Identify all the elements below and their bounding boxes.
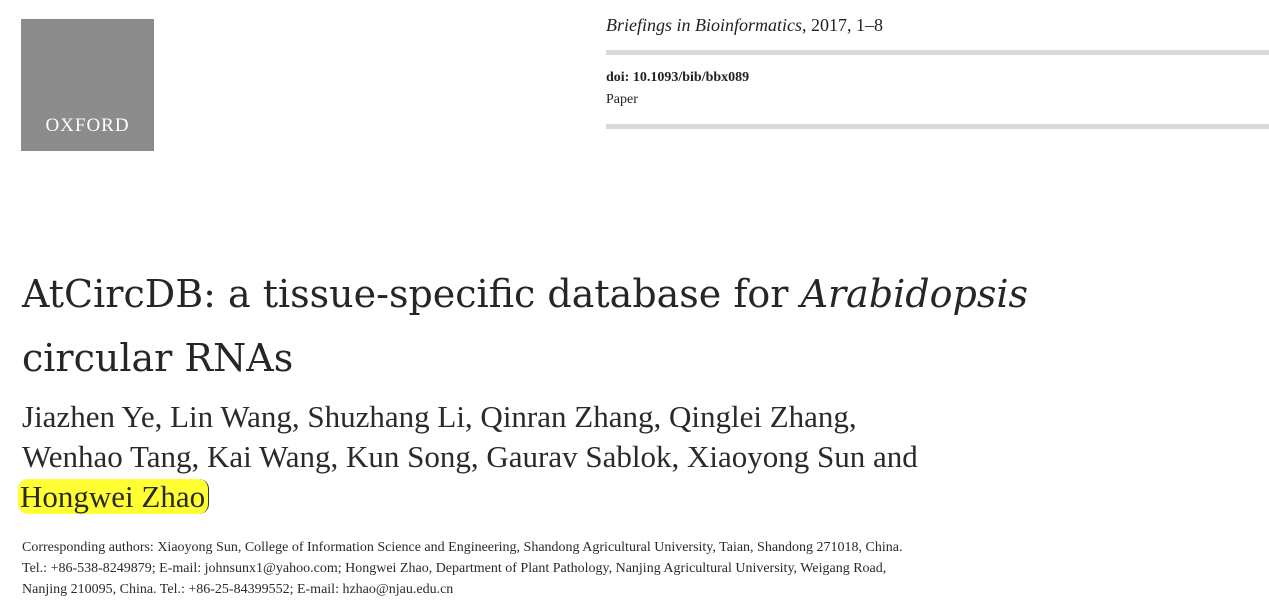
journal-name: Briefings in Bioinformatics [606, 15, 802, 35]
journal-meta: , 2017, 1–8 [802, 15, 883, 35]
paper-title [22, 262, 1222, 390]
author-line-1: Jiazhen Ye, Lin Wang, Shuzhang Li, Qinran Zhang, Qinglei Zhang, [22, 399, 857, 434]
highlighted-author[interactable]: Hongwei Zhao [18, 479, 209, 514]
journal-citation [606, 15, 883, 36]
publisher-logo [21, 19, 154, 151]
title-italic-term: Arabidopsis [800, 272, 1028, 316]
author-list [22, 397, 1172, 517]
title-part-1: AtCircDB: a tissue-specific database for [22, 272, 801, 316]
header-rule-bottom [606, 124, 1269, 129]
correspondence-line-2: Tel.: +86-538-8249879; E-mail: johnsunx1@yahoo.com; Hongwei Zhao, Department of Plant Pathology, Nanjing Agricultural University, Weigang Road, [22, 561, 887, 576]
doi: doi: 10.1093/bib/bbx089 [606, 70, 750, 85]
correspondence-line-1: Corresponding authors: Xiaoyong Sun, College of Information Science and Engineering, Shandong Agricultural University, Taian, Shandong 271018, China. [22, 540, 903, 555]
header-rule-top [606, 50, 1269, 55]
correspondence-line-3: Nanjing 210095, China. Tel.: +86-25-84399552; E-mail: hzhao@njau.edu.cn [22, 582, 454, 597]
correspondence-note [22, 537, 1252, 600]
publisher-logo-text: OXFORD [45, 115, 130, 136]
title-part-2: circular RNAs [22, 336, 294, 380]
author-line-2: Wenhao Tang, Kai Wang, Kun Song, Gaurav Sablok, Xiaoyong Sun and [22, 439, 918, 474]
article-type: Paper [606, 92, 638, 107]
